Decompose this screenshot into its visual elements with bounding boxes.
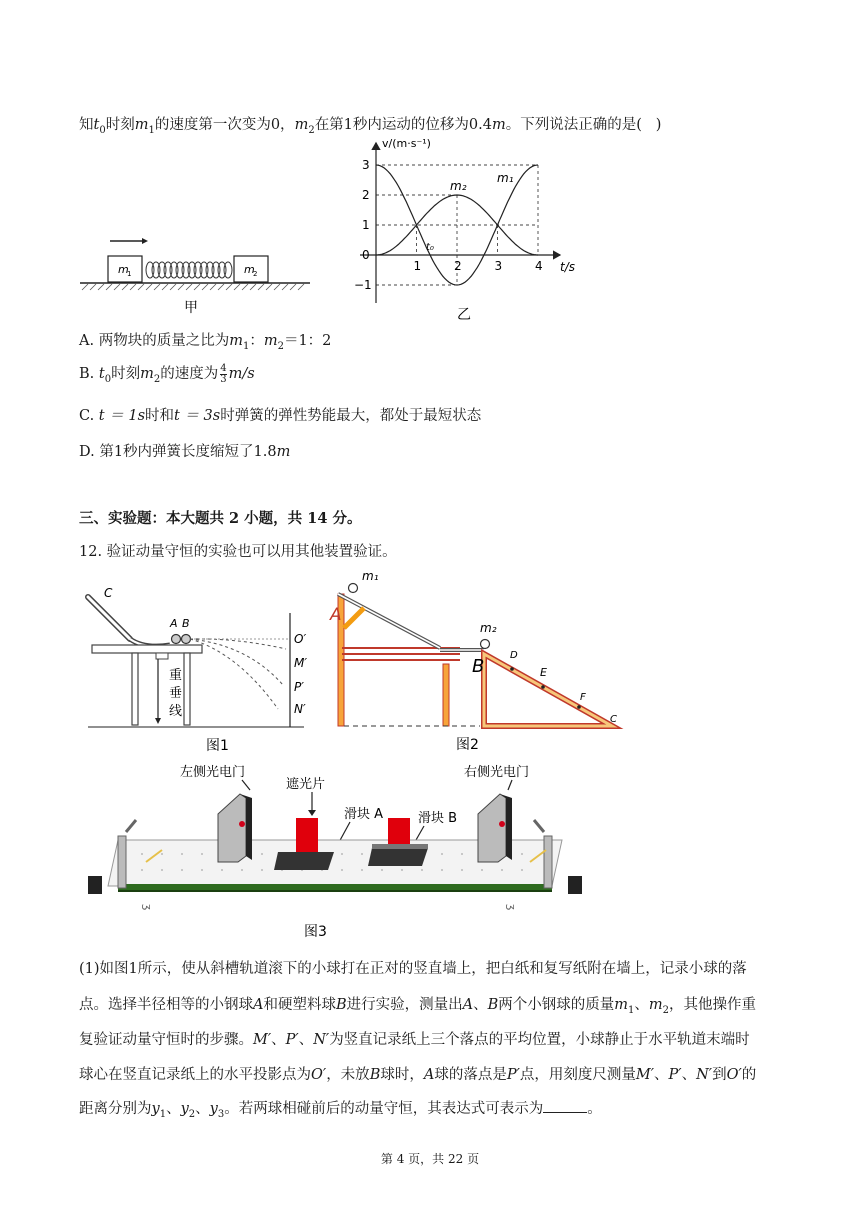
point-m-prime: M′ [294,656,308,670]
slider-a-label: 滑块 A [344,807,384,822]
series-m1-label: m₁ [497,171,514,185]
fig1-label-c: C [104,586,113,600]
option-c[interactable]: C. t ＝ 1s时和t ＝ 3s时弹簧的弹性势能最大，都处于最短状态 [79,408,482,424]
y-tick-labels [354,158,372,292]
y-axis-label: v/(m·s⁻¹) [382,137,431,150]
fig2-label-f: F [580,692,586,703]
plumb-line-label-1: 重 [169,668,183,683]
option-a[interactable]: A. 两物块的质量之比为$m_1$：$m_2=1$：2 [79,333,332,352]
svg-text:1: 1 [127,270,132,278]
point-n-prime: N′ [294,702,306,716]
y-tick-label: 1 [362,218,370,232]
page-footer: 第 4 页，共 22 页 [380,1152,480,1166]
block-m2-label: m [244,263,255,276]
plumb-line-label-3: 线 [169,704,183,719]
x-tick-label: 4 [535,259,543,273]
x-tick-label: 3 [494,259,503,273]
fig2-label-a: A [330,605,342,625]
x-axis-label: t/s [560,260,575,274]
question-12-stem: 12. 验证动量守恒的实验也可以用其他装置验证。 [79,544,397,560]
svg-text:ʒ: ʒ [505,904,518,911]
figure-2-caption: 图2 [456,737,479,753]
fig2-label-m1: m₁ [362,569,379,583]
figure-1-caption: 图1 [206,738,229,754]
question-intro-line: 知$t_0$时刻$m_1$的速度第一次变为0，$m_2$在第1秒内运动的位移为0.4m。下列说法正确的是( ) [79,117,662,136]
block-m1-label: m [118,263,129,276]
fig2-label-m2: m₂ [480,621,497,635]
fig1-label-a: A [170,617,178,630]
para1-line-1: (1)如图1所示，使从斜槽轨道滚下的小球打在正对的竖直墙上，把白纸和复写纸附在墙上，记录小球的落 [79,961,747,977]
fig2-label-b: B [472,656,485,677]
x-tick-label: 1 [413,259,422,273]
velocity-time-graph [340,133,590,323]
figure-jia [72,228,322,318]
answer-blank[interactable] [543,1100,587,1113]
section-title: 三、实验题：本大题共 2 小题，共 14 分。 [79,510,362,527]
series-m2-label: m₂ [450,179,467,193]
fig2-label-d: D [510,650,518,661]
fraction: $\frac{4}{3}$ [220,362,227,385]
point-p-prime: P′ [294,680,304,694]
figure-jia-caption: 甲 [184,300,198,316]
y-tick-label: −1 [354,278,372,292]
x-tick-label: 2 [454,259,462,273]
figure-3-caption: 图3 [304,924,327,940]
figure-1 [78,583,324,755]
figure-2 [328,566,624,758]
plumb-line-label-2: 垂 [169,686,183,701]
para1-line-5: 距离分别为$y_1$、$y_2$、$y_3$。若两球相碰前后的动量守恒，其表达式可表示为 。 [79,1101,602,1120]
point-o-prime: O′ [294,632,307,646]
fig1-label-b: B [182,617,190,630]
shade-label: 遮光片 [286,777,326,792]
figure-3 [82,756,602,940]
slider-b-label: 滑块 B [418,811,458,826]
right-photogate-label: 右侧光电门 [464,765,530,780]
y-tick-label: 0 [362,248,370,262]
y-tick-label: 3 [362,158,370,172]
svg-text:2: 2 [253,270,258,278]
para1-line-2: 点。选择半径相等的小钢球A和硬塑料球B进行实验，测量出A、B两个小钢球的质量$m_1$、$m_2$，其他操作重 [79,997,757,1016]
option-b[interactable]: B. $t_0$时刻$m_2$的速度为 $\frac{4}{3}$ m/s [79,362,255,385]
para1-line-4: 球心在竖直记录纸上的水平投影点为O′，未放B球时，A球的落点是P′点，用刻度尺测量M′、P′、N′到O′的 [79,1067,757,1083]
spring [146,262,232,278]
svg-text:ʒ: ʒ [141,904,154,911]
fig2-label-e: E [540,666,547,679]
graph-yi-caption: 乙 [457,307,471,323]
fig2-label-c: C [610,714,617,725]
para1-line-3: 复验证动量守恒时的步骤。M′、P′、N′为竖直记录纸上三个落点的平均位置，小球静止于水平轨道末端时 [79,1032,750,1048]
y-tick-label: 2 [362,188,370,202]
left-photogate-label: 左侧光电门 [180,765,246,780]
t0-label: t₀ [426,242,434,253]
option-d[interactable]: D. 第1秒内弹簧长度缩短了1.8m [79,444,291,460]
